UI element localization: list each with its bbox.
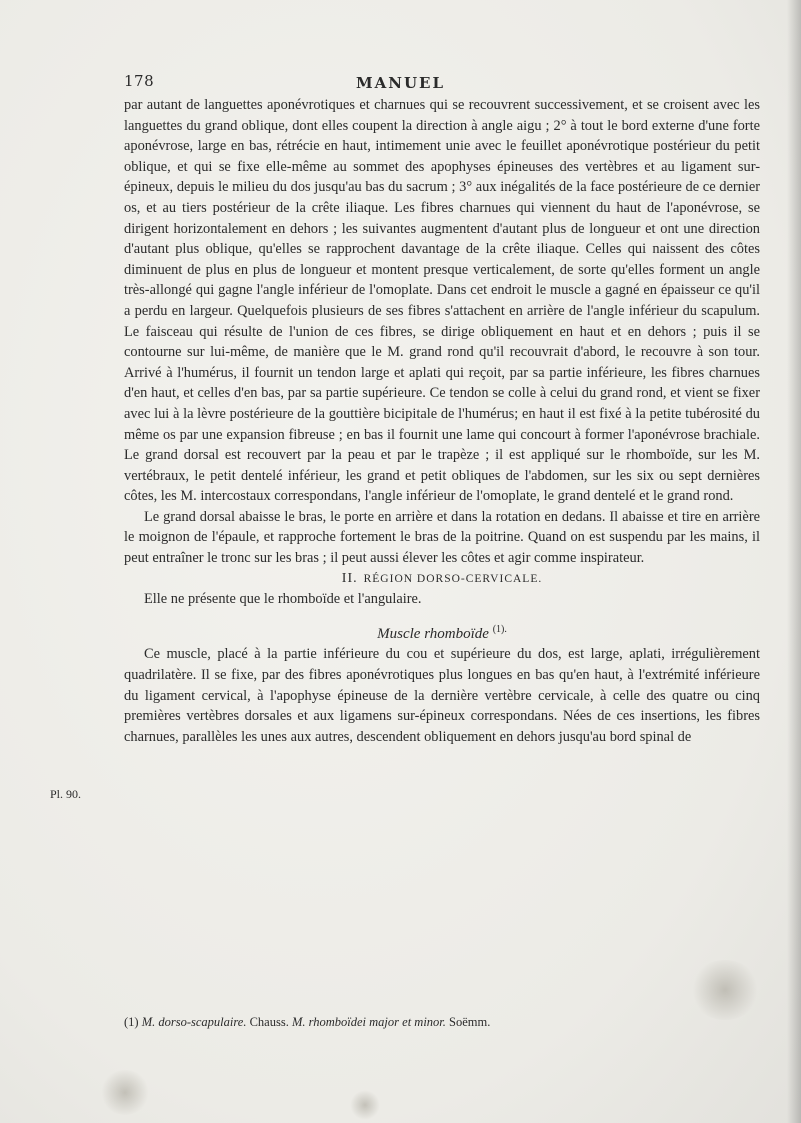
footnote-reference: (1). xyxy=(492,623,507,635)
paragraph: Le grand dorsal abaisse le bras, le porte en arrière et dans la rotation en dedans. Il abaisse et tire en arrière le moignon de l'épaule, et rapproche fortement le bras de la poitrine. Quand on est suspendu par les mains, il peut entraîner le tronc sur les bras ; il peut aussi élever les côtes et agir comme inspirateur. xyxy=(124,508,760,567)
muscle-title-text: Muscle rhomboïde xyxy=(377,625,489,642)
footnote-text: M. dorso-scapulaire. xyxy=(141,1015,247,1029)
page-edge-shadow xyxy=(787,0,801,1123)
footnote-marker: (1) xyxy=(124,1015,139,1029)
section-heading xyxy=(124,569,760,590)
page-number: 178 xyxy=(124,72,155,90)
section-numeral: II. xyxy=(341,570,358,586)
muscle-title xyxy=(124,620,760,645)
paper-stain xyxy=(100,1070,150,1115)
paper-stain xyxy=(350,1090,380,1120)
plate-reference: Pl. 90. xyxy=(50,787,82,801)
paragraph: Ce muscle, placé à la partie inférieure du cou et supérieure du dos, est large, aplati, irrégulièrement quadrilatère. Il se fixe, par des fibres aponévrotiques plus longues en bas qu'en haut, à l'extrémité inférieure du ligament cervical, à l'apophyse épineuse de la dernière vertèbre cervicale, à celle des quatre ou cinq premières vertèbres dorsales et aux ligamens sur-épineux correspondans. Nées de ces insertions, les fibres charnues, parallèles les unes aux autres, descendent obliquement en dehors jusqu'au bord spinal de xyxy=(124,646,760,745)
main-text xyxy=(124,95,760,747)
section-intro: Elle ne présente que le rhomboïde et l'angulaire. xyxy=(144,591,422,608)
section-title: RÉGION DORSO-CERVICALE. xyxy=(363,572,543,585)
footnote xyxy=(124,1015,760,1030)
running-title: MANUEL xyxy=(355,74,445,92)
footnote-author: Soëmm. xyxy=(449,1015,491,1029)
footnote-text: M. rhomboïdei major et minor. xyxy=(291,1015,446,1029)
paragraph: par autant de languettes aponévrotiques et charnues qui se recouvrent successivement, et se croisent avec les languettes du grand oblique, dont elles coupent la direction à angle aigu ; 2° à tout le bord externe d'une forte aponévrose, large en bas, rétrécie en haut, intimement unie avec le feuillet aponévrotique postérieur du petit oblique, et qui se fixe elle-même au sommet des apophyses épineuses des vertèbres et au ligament sur-épineux, depuis le milieu du dos jusqu'au bas du sacrum ; 3° aux inégalités de la face postérieure de ce dernier os, et au tiers postérieur de la crête iliaque. Les fibres charnues qui viennent du haut de l'aponévrose, se dirigent horizontalement en dehors ; les suivantes augmentent d'autant plus de longueur et ont une direction d'autant plus oblique, qu'elles se rapprochent davantage de la crête iliaque. Celles qui naissent des côtes diminuent de plus en plus de longueur et montent presque verticalement, de sorte qu'elles forment un angle très-allongé qui gagne l'angle inférieur de l'omoplate. Dans cet endroit le muscle a gagné en épaisseur ce qu'il a perdu en largeur. Quelquefois plusieurs de ses fibres s'attachent en arrière de l'angle inférieur du scapulum. Le faisceau qui résulte de l'union de ces fibres, se dirige obliquement en haut et en dehors ; puis il se contourne sur lui-même, de manière que le M. grand rond qu'il recouvrait d'abord, le recouvre à son tour. Arrivé à l'humérus, il fournit un tendon large et aplati qui reçoit, par sa partie inférieure, les fibres charnues d'en haut, et celles d'en bas, par sa partie supérieure. Ce tendon se colle à celui du grand rond, et vient se fixer avec lui à la lèvre postérieure de la gouttière bicipitale de l'humérus; en haut il est fixé à la petite tubérosité du même os par une expansion fibreuse ; en bas il fournit une lame qui concourt à former l'aponévrose brachiale. Le grand dorsal est recouvert par la peau et par le trapèze ; il est appliqué sur le rhomboïde, sur les M. vertébraux, le petit dentelé inférieur, les grand et petit obliques de l'abdomen, sur les six ou sept dernières côtes, les M. intercostaux correspondans, l'angle inférieur de l'omoplate, le grand dentelé et le grand rond. xyxy=(124,97,760,505)
footnote-author: Chauss. xyxy=(249,1015,289,1029)
paper-stain xyxy=(690,960,760,1020)
